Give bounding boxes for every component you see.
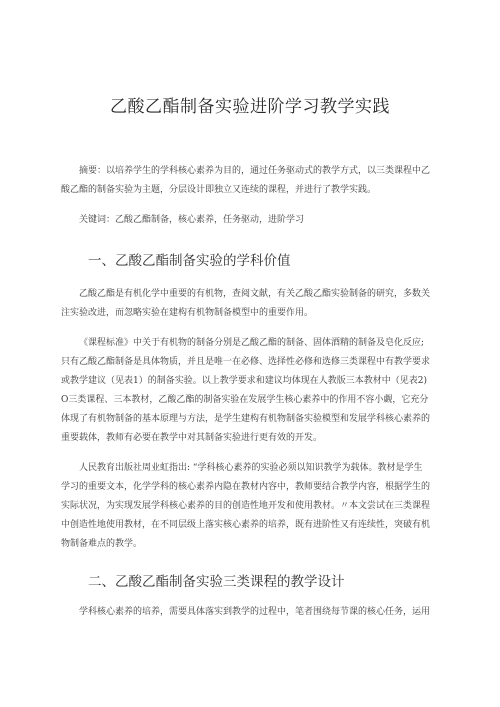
paragraph-line: 中创造性地使用教材，在不同层级上落实核心素养的培养，既有进阶性又有连续性，突破有机 (61, 520, 431, 530)
body-paragraph (61, 334, 441, 448)
paragraph-line: 体现了有机物制备的基本原理与方法，是学生建构有机物制备实验模型和发展学科核心素养的 (61, 414, 431, 424)
paragraph-line: 《课程标准》中关于有机物的制备分别是乙酸乙酯的制备、固体酒精的制备及皂化反应; (79, 338, 425, 348)
paragraph-line: 注实验改进，而忽略实验在建构有机物制备模型中的重要作用。 (61, 308, 314, 318)
paragraph-line: 实际状况，为实现发展学科核心素养的目的创造性地开发和使用教材。〃本文尝试在三类课程 (61, 501, 431, 511)
abstract-paragraph (61, 162, 441, 200)
section-heading-2: 二、乙酸乙酯制备实验三类课程的教学设计 (88, 574, 345, 590)
paragraph-line: 或教学建议（见表1）的制备实验。以上教学要求和建议均体现在人教版三本教材中（见表2) (61, 376, 427, 386)
section-heading-1: 一、乙酸乙酯制备实验的学科价值 (88, 253, 291, 269)
keywords-paragraph (61, 211, 441, 230)
paragraph-line: 人民教育出版社周业虹指出: “学科核心素养的实验必须以知识教学为载体。教材是学生 (79, 463, 423, 473)
paragraph-line: 学科核心素养的培养，需要具体落实到教学的过程中，笔者围绕每节课的核心任务，运用 (79, 607, 431, 617)
paragraph-line: 学习的重要文本，化学学科的核心素养内隐在教材内容中，教师要结合教学内容，根据学生的 (61, 482, 431, 492)
paragraph-line: 重要载体，教师有必要在教学中对其制备实验进行更有效的开发。 (61, 433, 323, 443)
paragraph-line: 只有乙酸乙酯制备是具体物质，并且是唯一在必修、选择性必修和选修三类课程中有教学要求 (61, 357, 431, 367)
body-paragraph (61, 459, 441, 554)
paragraph-line: 乙酸乙酯是有机化学中重要的有机物，查阅文献，有关乙酸乙酯实验制备的研究，多数关 (79, 289, 431, 299)
paragraph-line: O三类课程、三本教材，乙酸乙酯的制备实验在发展学生核心素养中的作用不容小觑，它充分 (61, 395, 429, 405)
body-paragraph (61, 603, 441, 622)
keywords-line: 关键词：乙酸乙酯制备，核心素养，任务驱动，进阶学习 (79, 215, 305, 225)
abstract-line: 酸乙酯的制备实验为主题，分层设计即独立又连续的课程，并进行了教学实践。 (61, 185, 377, 195)
body-paragraph (61, 285, 441, 323)
document-title: 乙酸乙酯制备实验进阶学习教学实践 (110, 97, 390, 117)
abstract-line: 摘要：以培养学生的学科核心素养为目的，通过任务驱动式的教学方式，以三类课程中乙 (79, 166, 431, 176)
paragraph-line: 物制备难点的教学。 (61, 539, 143, 549)
